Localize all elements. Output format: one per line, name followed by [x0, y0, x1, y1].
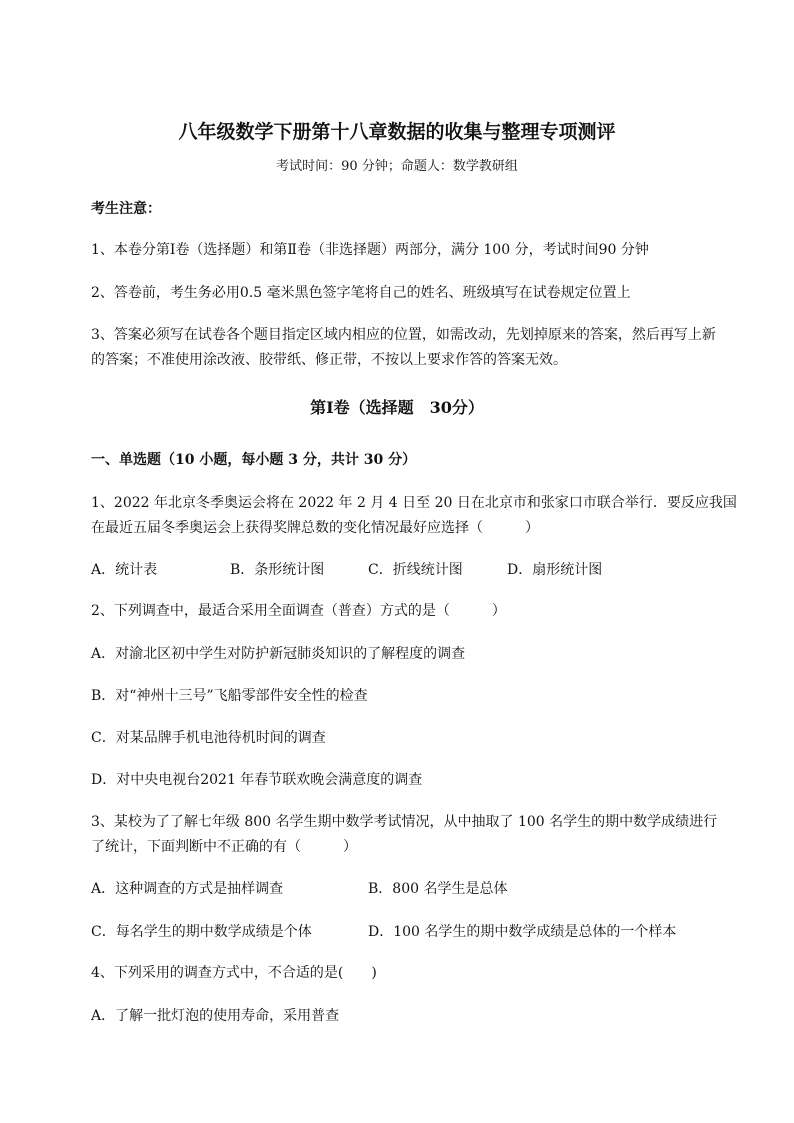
q2-stem: 2、下列调查中，最适合采用全面调查（普查）方式的是（ ）	[91, 603, 506, 619]
q2-option-b: B．对“神州十三号”飞船零部件安全性的检查	[91, 688, 368, 704]
q4-stem: 4、下列采用的调查方式中，不合适的是( )	[91, 965, 377, 981]
q3-option-b: B．800 名学生是总体	[368, 881, 508, 897]
notice-item-2: 2、答卷前，考生务必用0.5 毫米黑色签字笔将自己的姓名、班级填写在试卷规定位置上	[91, 285, 631, 301]
notice-heading: 考生注意：	[91, 201, 161, 217]
q3-option-c: C．每名学生的期中数学成绩是个体	[91, 924, 312, 940]
q3-option-a: A．这种调查的方式是抽样调查	[91, 881, 284, 897]
exam-title: 八年级数学下册第十八章数据的收集与整理专项测评	[178, 121, 616, 143]
q2-option-a: A．对渝北区初中学生对防护新冠肺炎知识的了解程度的调查	[91, 646, 466, 662]
q3-option-d: D．100 名学生的期中数学成绩是总体的一个样本	[368, 924, 677, 940]
exam-subtitle: 考试时间：90 分钟；命题人：数学教研组	[276, 159, 518, 174]
q4-option-a: A．了解一批灯泡的使用寿命，采用普查	[91, 1008, 340, 1024]
q1-stem-line1: 1、2022 年北京冬季奥运会将在 2022 年 2 月 4 日至 20 日在北京市和张家口市联合举行．要反应我国	[91, 495, 737, 511]
q2-option-d: D．对中央电视台2021 年春节联欢晚会满意度的调查	[91, 772, 423, 788]
section-heading: 一、单选题（10 小题，每小题 3 分，共计 30 分）	[91, 452, 417, 468]
notice-item-3: 3、答案必须写在试卷各个题目指定区域内相应的位置，如需改动，先划掉原来的答案，然后再写上新	[91, 327, 716, 343]
q1-option-b: B．条形统计图	[230, 562, 325, 578]
part-title: 第Ⅰ卷（选择题 30分）	[310, 398, 484, 417]
q1-option-a: A．统计表	[91, 562, 158, 578]
q1-stem-line2: 在最近五届冬季奥运会上获得奖牌总数的变化情况最好应选择（ ）	[91, 520, 539, 536]
q3-stem-line2: 了统计，下面判断中不正确的有（ ）	[91, 839, 357, 855]
q2-option-c: C．对某品牌手机电池待机时间的调查	[91, 730, 326, 746]
q1-option-c: C．折线统计图	[368, 562, 463, 578]
notice-item-3-cont: 的答案；不准使用涂改液、胶带纸、修正带，不按以上要求作答的答案无效。	[91, 352, 567, 368]
notice-item-1: 1、本卷分第Ⅰ卷（选择题）和第Ⅱ卷（非选择题）两部分，满分 100 分，考试时间90 分钟	[91, 242, 649, 258]
q3-stem-line1: 3、某校为了了解七年级 800 名学生期中数学考试情况，从中抽取了 100 名学生的期中数学成绩进行	[91, 814, 718, 830]
q1-option-d: D．扇形统计图	[507, 562, 603, 578]
